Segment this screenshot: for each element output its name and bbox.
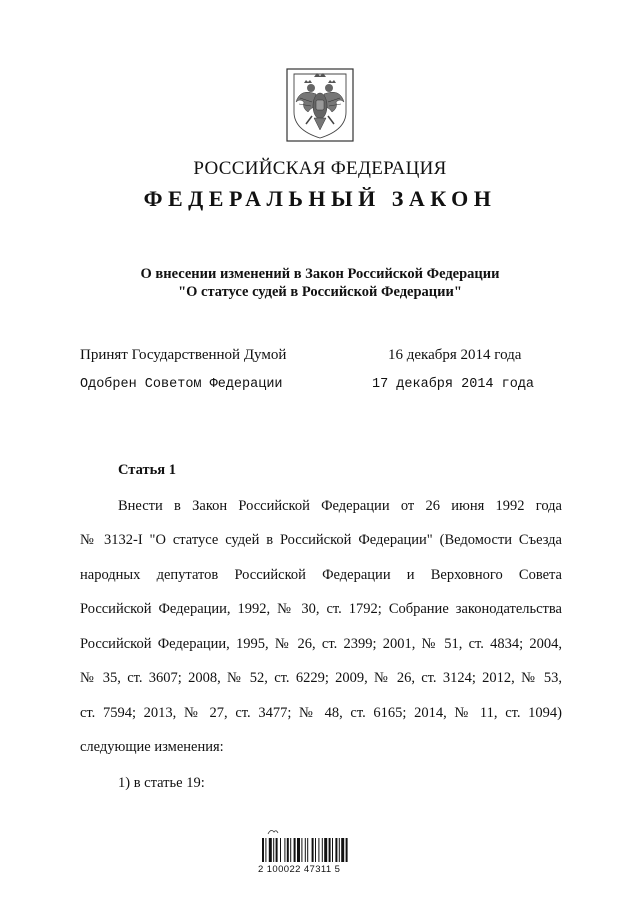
article-text-line: следующие изменения: [80,739,224,755]
article-heading: Статья 1 [118,462,176,478]
council-approval-label: Одобрен Советом Федерации [80,377,283,392]
article-text-line: Внести в Закон Российской Федерации от 26 июня 1992 года [118,498,562,514]
law-title-line-1: О внесении изменений в Закон Российской Федерации [140,266,500,282]
law-title-line-2: "О статусе судей в Российской Федерации" [178,284,462,300]
article-text-line: № 35, ст. 3607; 2008, № 52, ст. 6229; 2009, № 26, ст. 3124; 2012, № 53, [80,670,562,686]
law-type-heading: ФЕДЕРАЛЬНЫЙ ЗАКОН [143,186,497,211]
article-text-line: Российской Федерации, 1992, № 30, ст. 1792; Собрание законодательства [80,601,562,617]
duma-adoption-label: Принят Государственной Думой [80,347,287,363]
article-text-line: ст. 7594; 2013, № 27, ст. 3477; № 48, ст. 6165; 2014, № 11, ст. 1094) [80,705,562,721]
article-list-item: 1) в статье 19: [118,775,205,791]
article-text-line: Российской Федерации, 1995, № 26, ст. 2399; 2001, № 51, ст. 4834; 2004, [80,636,562,652]
council-approval-date: 17 декабря 2014 года [372,377,535,392]
article-text-line: № 3132-I "О статусе судей в Российской Федерации" (Ведомости Съезда [80,532,562,548]
barcode-number: 2 100022 47311 5 [258,864,341,875]
article-text-line: народных депутатов Российской Федерации и Верховного Совета [80,567,562,583]
country-name: РОССИЙСКАЯ ФЕДЕРАЦИЯ [193,158,447,179]
coat-of-arms-emblem [286,68,354,142]
law-title [0,265,640,301]
duma-adoption-date: 16 декабря 2014 года [388,347,522,363]
